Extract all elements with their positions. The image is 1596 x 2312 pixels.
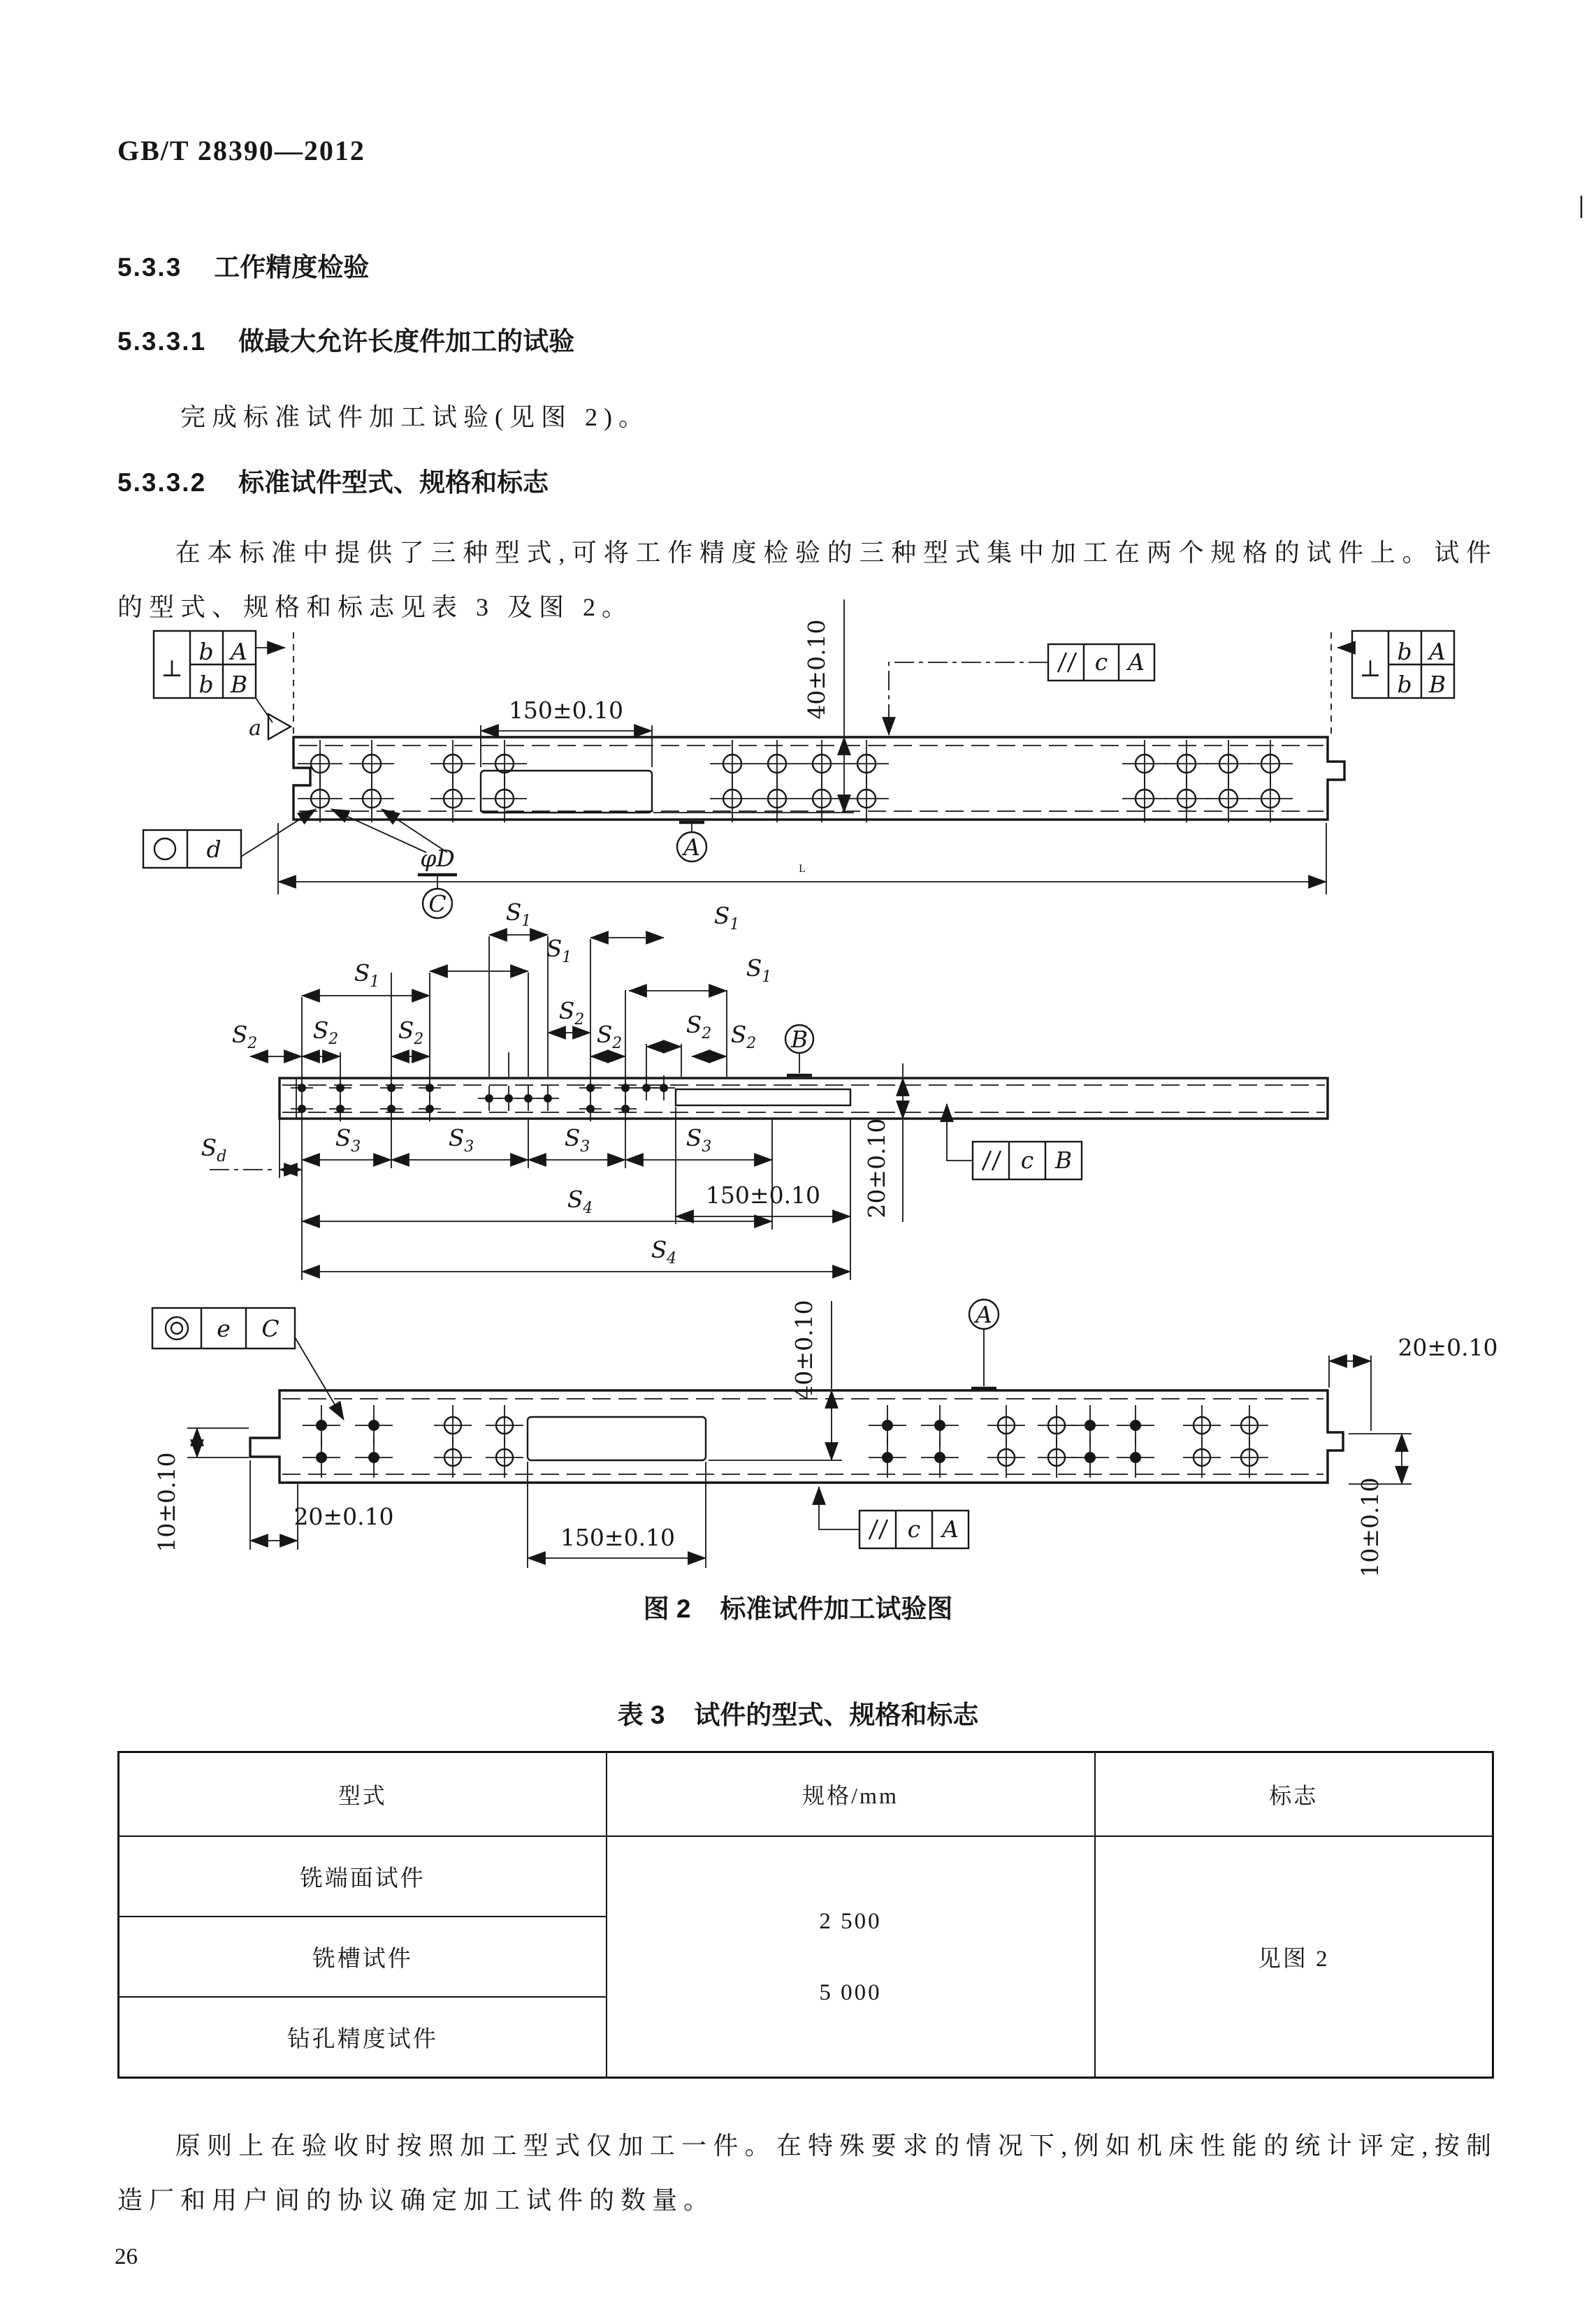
datum-label: A [683, 834, 700, 861]
dim-label-s1: $S_1$ [505, 899, 532, 930]
datum-ref: B [230, 671, 248, 698]
datum-ref: B [1428, 671, 1446, 698]
dim-label-s3: $S_3$ [335, 1124, 361, 1156]
dim-sd [201, 1134, 302, 1170]
spec-value: 5 000 [819, 1979, 882, 2005]
dim-label: 150±0.10 [705, 1182, 821, 1209]
col-header-spec: 规格/mm [607, 1752, 1095, 1837]
datum-ref: B [1054, 1147, 1073, 1174]
dim-label: 150±0.10 [508, 697, 624, 724]
datum-ref: A [942, 1515, 959, 1543]
hole-group-right [1122, 740, 1293, 822]
cell-type-groove: 铣槽试件 [119, 1917, 607, 1997]
dim-label: 40±0.10 [803, 619, 830, 720]
tolerance-frame-parallel-c-a [889, 644, 1154, 735]
dim-label: 40±0.10 [790, 1300, 818, 1400]
datum-ref: A [1429, 638, 1446, 665]
hole-group-right [1071, 1405, 1268, 1478]
tolerance-frame-circularity-d [143, 809, 316, 868]
tolerance-value: b [1397, 671, 1412, 698]
tolerance-value: b [198, 671, 214, 698]
dim-s3-chain [302, 1124, 772, 1160]
roughness-label: a [249, 716, 261, 741]
dim-150-slot [528, 1462, 706, 1568]
dim-label-sd: $S_d$ [201, 1134, 227, 1165]
parallelism-icon [869, 1520, 887, 1539]
dim-label: 150±0.10 [560, 1524, 676, 1551]
standard-code: GB/T 28390—2012 [117, 135, 365, 166]
drawing-groove-test-piece [201, 899, 1328, 1280]
cell-spec [607, 1836, 1095, 2078]
tolerance-value: c [907, 1515, 921, 1543]
tolerance-value: e [217, 1315, 231, 1342]
dim-label-s3: $S_3$ [448, 1124, 474, 1156]
closing-paragraph: 原则上在验收时按照加工型式仅加工一件。在特殊要求的情况下,例如机床性能的统计评定,按制造厂和用户间的协议确定加工试件的数量。 [117, 2132, 1497, 2214]
milled-slot [481, 771, 652, 813]
tolerance-value: b [1397, 638, 1412, 665]
dim-40-depth [709, 1300, 842, 1460]
dim-label-s2: $S_2$ [231, 1021, 258, 1052]
milled-slot [528, 1417, 706, 1460]
dim-s1-chain [302, 899, 771, 996]
concentricity-icon [166, 1317, 188, 1339]
drill-dots [291, 1075, 675, 1121]
dim-label: 10±0.10 [153, 1452, 180, 1553]
datum-b [785, 1025, 813, 1075]
col-header-mark: 标志 [1095, 1752, 1493, 1837]
parallelism-icon [1058, 653, 1076, 672]
tolerance-value: b [198, 638, 214, 665]
tolerance-frame-perp-left [154, 631, 293, 734]
dim-label-s1: $S_1$ [713, 902, 740, 933]
heading-title: 工作精度检验 [214, 253, 370, 282]
tolerance-value: d [206, 836, 222, 863]
circularity-icon [154, 838, 175, 859]
dim-label-s4: $S_4$ [651, 1236, 677, 1267]
paragraph-completion: 完成标准试件加工试验(见图 2)。 [180, 403, 650, 431]
dim-label-s2: $S_2$ [730, 1021, 757, 1052]
dim-label: 10±0.10 [1356, 1477, 1384, 1578]
perpendicularity-icon: ⊥ [1359, 655, 1381, 682]
datum-ref: A [231, 638, 247, 665]
extension-lines-top [302, 936, 727, 1077]
table-number: 表 3 [617, 1701, 665, 1729]
dim-10-left [153, 1428, 249, 1553]
spec-value: 2 500 [819, 1908, 882, 1934]
dim-150-groove [676, 1182, 850, 1216]
col-header-type: 型式 [119, 1752, 607, 1837]
hole-group-middle [869, 1405, 1075, 1478]
spec-table [117, 1751, 1494, 2079]
parallelism-icon [982, 1151, 1001, 1170]
table-header-row [119, 1752, 1493, 1837]
dim-label-s2: $S_2$ [558, 997, 585, 1028]
heading-number: 5.3.3.2 [117, 468, 207, 497]
page-number: 26 [115, 2244, 138, 2269]
datum-label: B [790, 1026, 808, 1053]
tolerance-frame-perp-right [1331, 631, 1454, 734]
dim-label: L [799, 863, 806, 875]
drawing-end-face-test-piece [143, 599, 1454, 918]
cell-mark: 见图 2 [1095, 1836, 1493, 2078]
table-title: 试件的型式、规格和标志 [694, 1701, 979, 1729]
heading-title: 标准试件型式、规格和标志 [238, 468, 549, 497]
figure-number: 图 2 [643, 1594, 691, 1623]
cell-type-drilling: 钻孔精度试件 [119, 1997, 607, 2078]
dim-label: 20±0.10 [863, 1118, 890, 1219]
dim-20-thickness [863, 1063, 903, 1222]
dim-label-s3: $S_3$ [564, 1124, 590, 1156]
dim-label-s1: $S_1$ [546, 935, 572, 966]
hole-diameter-label: φD [420, 845, 455, 872]
hole-group-middle [710, 740, 889, 822]
milled-groove [676, 1089, 850, 1105]
tolerance-frame-parallel-c-b [947, 1104, 1082, 1179]
dim-label-s3: $S_3$ [685, 1124, 712, 1156]
heading-title: 做最大允许长度件加工的试验 [238, 327, 575, 356]
datum-a [677, 822, 706, 861]
dim-label-s2: $S_2$ [398, 1017, 424, 1048]
tolerance-value: c [1020, 1147, 1034, 1174]
perpendicularity-icon: ⊥ [161, 655, 183, 682]
dim-10-right [1349, 1434, 1412, 1578]
heading-number: 5.3.3.1 [117, 327, 207, 356]
heading-number: 5.3.3 [117, 253, 182, 282]
table-caption [0, 1694, 1596, 1731]
datum-a [969, 1300, 999, 1388]
datum-label: C [428, 890, 447, 917]
datum-label: A [975, 1301, 992, 1328]
dim-label: 20±0.10 [293, 1503, 394, 1530]
dim-40-depth [653, 599, 854, 813]
paragraph-types: 在本标准中提供了三种型式,可将工作精度检验的三种型式集中加工在两个规格的试件上。试件的型式、规格和标志见表 3 及图 2。 [117, 539, 1497, 621]
dim-label-s4: $S_4$ [567, 1186, 593, 1217]
figure-caption [0, 1587, 1596, 1625]
dim-label-s1: $S_1$ [746, 954, 772, 986]
dim-label-s1: $S_1$ [354, 959, 380, 991]
datum-ref: C [261, 1315, 280, 1342]
dim-label-s2: $S_2$ [685, 1011, 712, 1042]
dim-label-s2: $S_2$ [312, 1017, 339, 1048]
dim-s2-chain [232, 997, 757, 1056]
datum-ref: A [1128, 648, 1145, 676]
dim-label-s2: $S_2$ [596, 1021, 623, 1052]
tolerance-frame-parallel-c-a [819, 1487, 969, 1548]
dim-150-slot [481, 697, 652, 767]
cell-type-end-face: 铣端面试件 [119, 1836, 607, 1917]
tolerance-value: c [1094, 648, 1108, 676]
dim-20-step-right [1329, 1334, 1498, 1431]
drawing-drilling-test-piece [152, 1300, 1498, 1578]
hole-group-left [303, 1405, 523, 1478]
figure-title: 标准试件加工试验图 [720, 1594, 953, 1623]
table-row [119, 1836, 1493, 1917]
dim-label: 20±0.10 [1398, 1334, 1498, 1361]
tolerance-frame-concentricity-e-c [152, 1308, 344, 1420]
